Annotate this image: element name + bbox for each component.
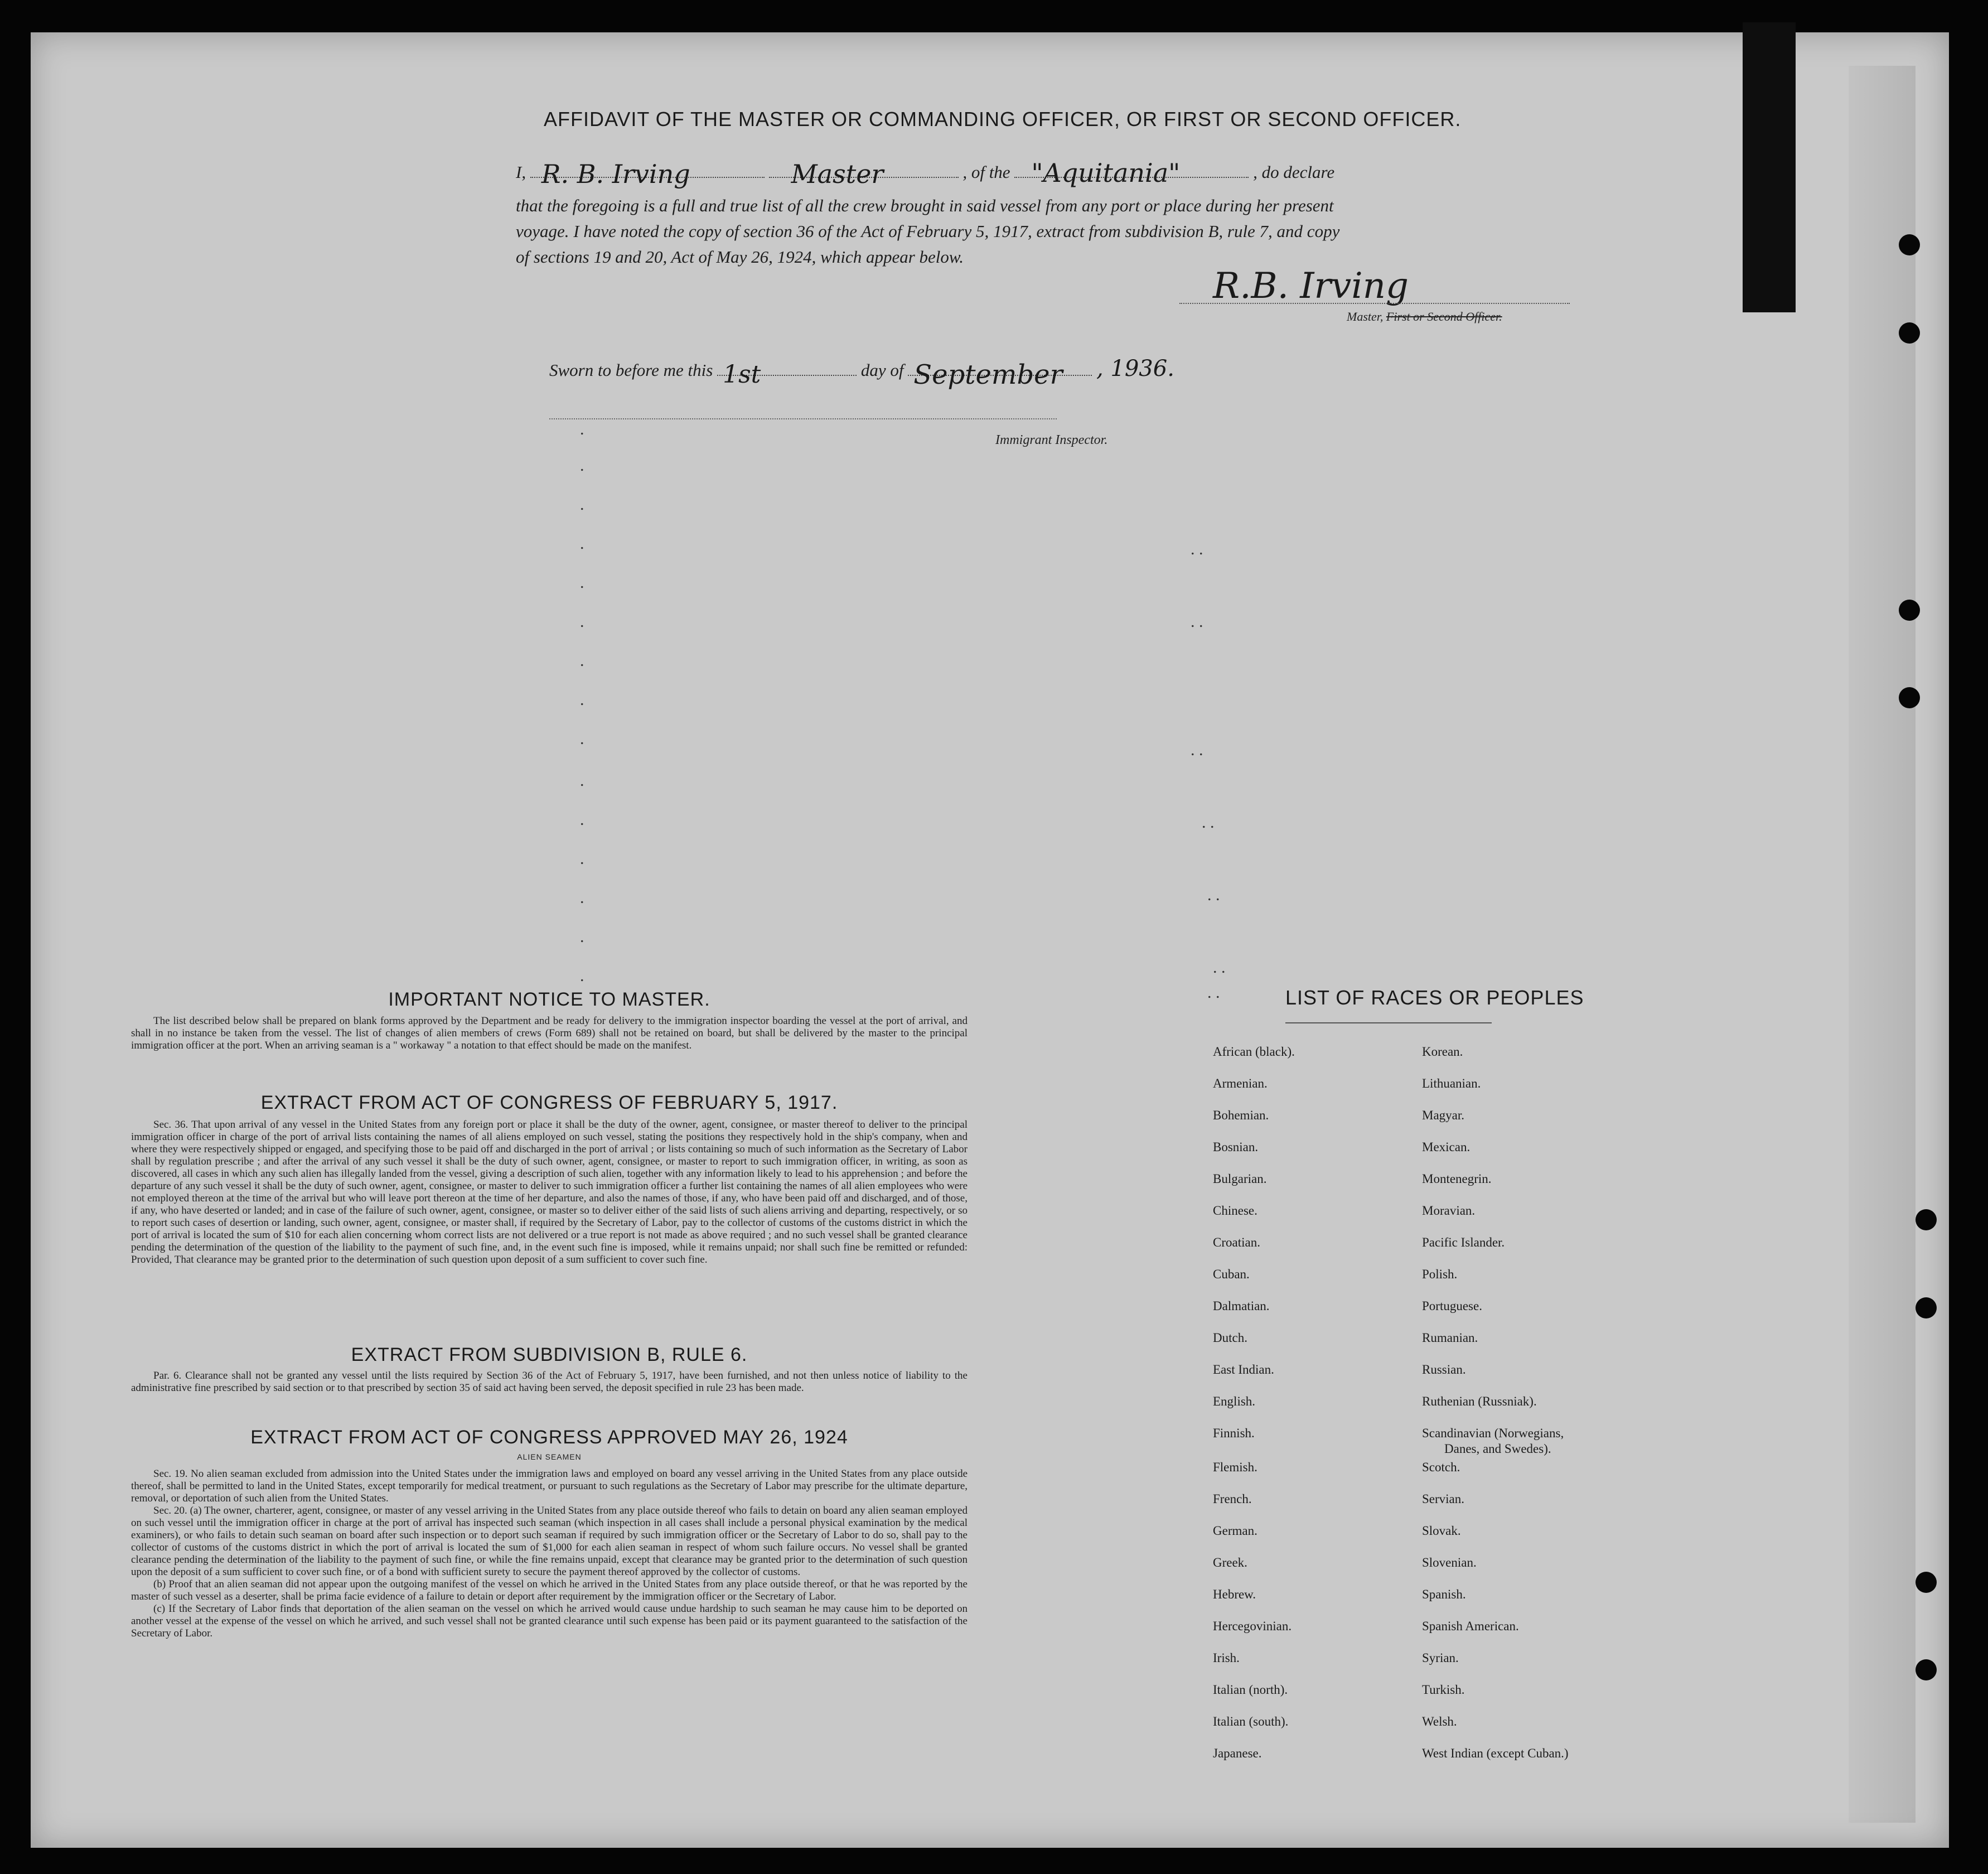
row-dot: . .	[1202, 813, 1215, 832]
binder-hole	[1916, 1209, 1937, 1230]
row-dot: .	[580, 612, 584, 631]
race-item: Portuguese.	[1422, 1299, 1482, 1313]
sec20a-paragraph: Sec. 20. (a) The owner, charterer, agent, consignee, or master of any vessel arriving in the United States from any place outside thereof who fails to detain on board any alien seaman employed on such vessel until the immigration officer in charge at the port of arrival has inspected such seaman (which inspection in all cases shall include a personal physical examination by the medical examiners), or who fails to detain such seaman on board after such inspection or to deport such seaman if required by such immigration officer or the Secretary of Labor to do so, shall pay to the collector of customs of the customs district in which the port of arrival is located the sum of $1,000 for each alien seaman in respect of whom such failure occurs. No vessel shall be granted clearance pending the determination of the liability to the payment of such fine, or while the fine remains unpaid, except that clearance may be granted prior to the determination of such question upon the deposit of a sum sufficient to cover such fine, or of a bond with sufficient surety to secure the payment thereof approved by the collector of customs.	[131, 1505, 968, 1578]
race-item: Lithuanian.	[1422, 1076, 1481, 1090]
name-handwritten: R. B. Irving	[541, 159, 690, 189]
vessel-blank	[1014, 158, 1249, 188]
race-item: Italian (north).	[1213, 1683, 1288, 1697]
races-heading-rule	[1285, 1022, 1492, 1023]
row-dot: .	[580, 534, 584, 553]
extract-rule6-text	[131, 1370, 968, 1394]
manifest-page	[31, 32, 1949, 1848]
race-item: Slovak.	[1422, 1524, 1461, 1538]
extract-1924-heading: EXTRACT FROM ACT OF CONGRESS APPROVED MAY 26, 1924	[250, 1427, 848, 1448]
race-item: Servian.	[1422, 1492, 1465, 1506]
race-item: Greek.	[1213, 1556, 1247, 1569]
race-item: Bosnian.	[1213, 1140, 1259, 1154]
row-dot: .	[580, 771, 584, 790]
extract-1917-heading: EXTRACT FROM ACT OF CONGRESS OF FEBRUARY 5, 1917.	[260, 1092, 838, 1113]
extract-1924-subheading: ALIEN SEAMEN	[517, 1452, 582, 1461]
race-item: Cuban.	[1213, 1267, 1250, 1281]
race-item: Slovenian.	[1422, 1556, 1477, 1569]
row-dot: . .	[1207, 886, 1220, 904]
important-notice-heading: IMPORTANT NOTICE TO MASTER.	[388, 989, 710, 1010]
sec20c-paragraph: (c) If the Secretary of Labor finds that deportation of the alien seaman on the vessel on which he arrived would cause undue hardship to such seaman he may cause him to be deported on another vessel at the expense of the vessel on which he arrived, and such vessel shall not be granted clearance until such expense has been paid or its payment guaranteed to the satisfaction of the Secretary of Labor.	[131, 1603, 968, 1639]
race-item: Spanish.	[1422, 1587, 1466, 1601]
sworn-month-blank	[908, 359, 1092, 390]
race-item: Finnish.	[1213, 1426, 1255, 1440]
row-dot: .	[580, 730, 584, 748]
signature-rule	[1179, 303, 1570, 304]
race-item: Bulgarian.	[1213, 1172, 1267, 1186]
race-item: Scandinavian (Norwegians,	[1422, 1426, 1564, 1440]
race-item: Hercegovinian.	[1213, 1619, 1292, 1633]
binder-hole	[1899, 322, 1920, 344]
role-blank	[769, 159, 959, 189]
sec20b-paragraph: (b) Proof that an alien seaman did not appear upon the outgoing manifest of the vessel on which he arrived in the United States from any place outside thereof, or that he was reported by the master of such vessel as a deserter, shall be prima facie evidence of a failure to detain or deport after requirement by the immigration officer or the Secretary of Labor.	[131, 1578, 968, 1602]
master-word: Master,	[1347, 310, 1384, 323]
sworn-day-blank	[717, 360, 857, 389]
extract-1917-text	[131, 1119, 968, 1266]
binder-hole	[1916, 1572, 1937, 1593]
sworn-month-handwritten: September	[913, 359, 1063, 390]
race-item: French.	[1213, 1492, 1252, 1506]
binder-hole	[1899, 600, 1920, 621]
role-handwritten: Master	[791, 159, 884, 189]
race-item: West Indian (except Cuban.)	[1422, 1746, 1569, 1760]
row-dot: . .	[1191, 612, 1203, 631]
race-item: Irish.	[1213, 1651, 1240, 1665]
race-item: African (black).	[1213, 1045, 1295, 1059]
row-dot: . .	[1207, 983, 1220, 1002]
row-dot: .	[580, 651, 584, 670]
row-dot: .	[580, 573, 584, 592]
sec19-paragraph: Sec. 19. No alien seaman excluded from admission into the United States under the immigration laws and employed on board any vessel arriving in the United States from any place outside thereof, shall be permitted to land in the United States, except temporarily for medical treatment, or pursuant to such regulations as the Secretary of Labor may prescribe for the ultimate departure, removal, or deportation of such alien from the United States.	[131, 1468, 968, 1504]
row-dot: .	[580, 810, 584, 829]
binder-hole	[1899, 687, 1920, 708]
sworn-day-handwritten: 1st	[723, 360, 761, 389]
of-the-text: , of the	[962, 162, 1010, 182]
name-blank	[530, 159, 765, 189]
master-label	[1347, 310, 1502, 324]
extract-rule6-paragraph: Par. 6. Clearance shall not be granted any vessel until the lists required by Section 36 of the Act of February 5, 1917, have been furnished, and not then unless notice of liability to the administrative fine prescribed by said section or to that prescribed by section 35 of said act having been served, the deposit specified in rule 23 has been made.	[131, 1370, 968, 1394]
inspector-signature-rule	[549, 418, 1057, 419]
race-item: Dalmatian.	[1213, 1299, 1270, 1313]
row-dot: .	[580, 495, 584, 514]
race-item: Italian (south).	[1213, 1714, 1289, 1728]
race-item: Croatian.	[1213, 1235, 1260, 1249]
race-item: Spanish American.	[1422, 1619, 1519, 1633]
row-dot: .	[580, 456, 584, 475]
race-item: Hebrew.	[1213, 1587, 1256, 1601]
race-item: German.	[1213, 1524, 1257, 1538]
sworn-line	[549, 356, 1174, 390]
row-dot: . .	[1191, 540, 1203, 558]
row-dot: .	[580, 888, 584, 907]
day-of-text: day of	[860, 360, 904, 380]
binder-hole	[1916, 1297, 1937, 1318]
race-item: Welsh.	[1422, 1714, 1457, 1728]
row-dot: .	[580, 967, 584, 985]
extract-rule6-heading: EXTRACT FROM SUBDIVISION B, RULE 6.	[351, 1344, 748, 1365]
race-item: Bohemian.	[1213, 1108, 1269, 1122]
sworn-year: , 1936.	[1096, 356, 1174, 381]
race-item: Syrian.	[1422, 1651, 1459, 1665]
struck-officer-label: First or Second Officer.	[1386, 310, 1502, 323]
important-notice-text	[131, 1015, 968, 1052]
row-dot: .	[580, 849, 584, 868]
race-item: Armenian.	[1213, 1076, 1268, 1090]
race-item: Scotch.	[1422, 1460, 1460, 1474]
binder-hole	[1899, 234, 1920, 255]
important-notice-paragraph: The list described below shall be prepared on blank forms approved by the Department and be ready for delivery to the immigration inspector boarding the vessel at the port of arrival, and shall in no instance be taken from the vessel. The list of changes of alien members of crews (Form 689) shall not be retained on board, but shall be delivered by the master to the principal immigration officer at the port. When an arriving seaman is a " workaway " a notation to that effect should be made on the manifest.	[131, 1015, 968, 1051]
vessel-handwritten: "Aquitania"	[1031, 158, 1181, 188]
row-dot: .	[580, 690, 584, 709]
race-item: Chinese.	[1213, 1204, 1257, 1218]
do-declare-text: , do declare	[1253, 162, 1335, 182]
race-item: East Indian.	[1213, 1363, 1274, 1376]
sworn-prefix: Sworn to before me this	[549, 360, 713, 380]
races-heading: LIST OF RACES OR PEOPLES	[1285, 986, 1584, 1009]
declaration-line-3: of sections 19 and 20, Act of May 26, 1924, which appear below.	[516, 247, 964, 267]
race-item: Mexican.	[1422, 1140, 1471, 1154]
inspector-label: Immigrant Inspector.	[995, 433, 1108, 447]
race-item: Russian.	[1422, 1363, 1466, 1376]
extract-1917-paragraph: Sec. 36. That upon arrival of any vessel in the United States from any foreign port or place it shall be the duty of the owner, agent, consignee, or master thereof to deliver to the principal immigration officer in charge of the port of arrival lists containing the names of all aliens employed on such vessel, stating the positions they respectively hold in the ship's company, when and where they were respectively shipped or engaged, and specifying those to be paid off and discharged in the port of arrival ; or lists containing so much of such information as the Secretary of Labor shall by regulation prescribe ; and after the arrival of any such vessel it shall be the duty of such owner, agent, consignee, or master to report to such immigration officer, in writing, as soon as discovered, all cases in which any such alien has illegally landed from the vessel, giving a description of such alien, together with any information likely to lead to his apprehension ; and before the departure of any such vessel it shall be the duty of such owner, agent, consignee, or master to deliver to such immigration officer a further list containing the names of all alien employees who were not employed thereon at the time of the arrival but who will leave port thereon at the time of her departure, and also the names of those, if any, who have been paid off and discharged, and of those, if any, who have deserted or landed; and in case of the failure of such owner, agent, consignee, or master so to deliver either of the said lists of such aliens arriving and departing, respectively, or so to report such cases of desertion or landing, such owner, agent, consignee, or master shall, if required by the Secretary of Labor, pay to the collector of customs of the customs district in which the port of arrival is located the sum of $10 for each alien concerning whom correct lists are not delivered or a true report is not made as above required ; and no such vessel shall be granted clearance pending the determination of the question of the liability to the payment of such fine, and, in the event such fine is imposed, while it remains unpaid; nor shall such fine be remitted or refunded: Provided, That clearance may be granted prior to the determination of such question upon deposit of a sum sufficient to cover such fine.	[131, 1119, 968, 1266]
race-item: Ruthenian (Russniak).	[1422, 1394, 1537, 1408]
race-item: Montenegrin.	[1422, 1172, 1492, 1186]
row-dot: . .	[1213, 958, 1226, 977]
master-signature: R.B. Irving	[1213, 265, 1409, 307]
row-dot: .	[580, 420, 584, 438]
row-dot: . .	[1191, 741, 1203, 759]
race-item: Flemish.	[1213, 1460, 1257, 1474]
race-item: Moravian.	[1422, 1204, 1476, 1218]
declaration-line-1: that the foregoing is a full and true list of all the crew brought in said vessel from any port or place during her present	[516, 196, 1334, 215]
race-item: Danes, and Swedes).	[1444, 1442, 1551, 1456]
race-item: Polish.	[1422, 1267, 1458, 1281]
race-item: Rumanian.	[1422, 1331, 1478, 1345]
race-item: Pacific Islander.	[1422, 1235, 1505, 1249]
binder-hole	[1916, 1659, 1937, 1680]
affidavit-title: AFFIDAVIT OF THE MASTER OR COMMANDING OFFICER, OR FIRST OR SECOND OFFICER.	[544, 108, 1462, 131]
race-item: English.	[1213, 1394, 1256, 1408]
affidavit-prefix: I,	[516, 162, 526, 182]
extract-1924-text	[131, 1468, 968, 1640]
race-item: Dutch.	[1213, 1331, 1247, 1345]
race-item: Magyar.	[1422, 1108, 1465, 1122]
race-item: Turkish.	[1422, 1683, 1465, 1697]
row-dot: .	[580, 928, 584, 946]
declaration-line-2: voyage. I have noted the copy of section 36 of the Act of February 5, 1917, extract from subdivision B, rule 7, and copy	[516, 221, 1340, 241]
race-item: Japanese.	[1213, 1746, 1262, 1760]
race-item: Korean.	[1422, 1045, 1463, 1059]
binding-tab	[1743, 22, 1796, 312]
